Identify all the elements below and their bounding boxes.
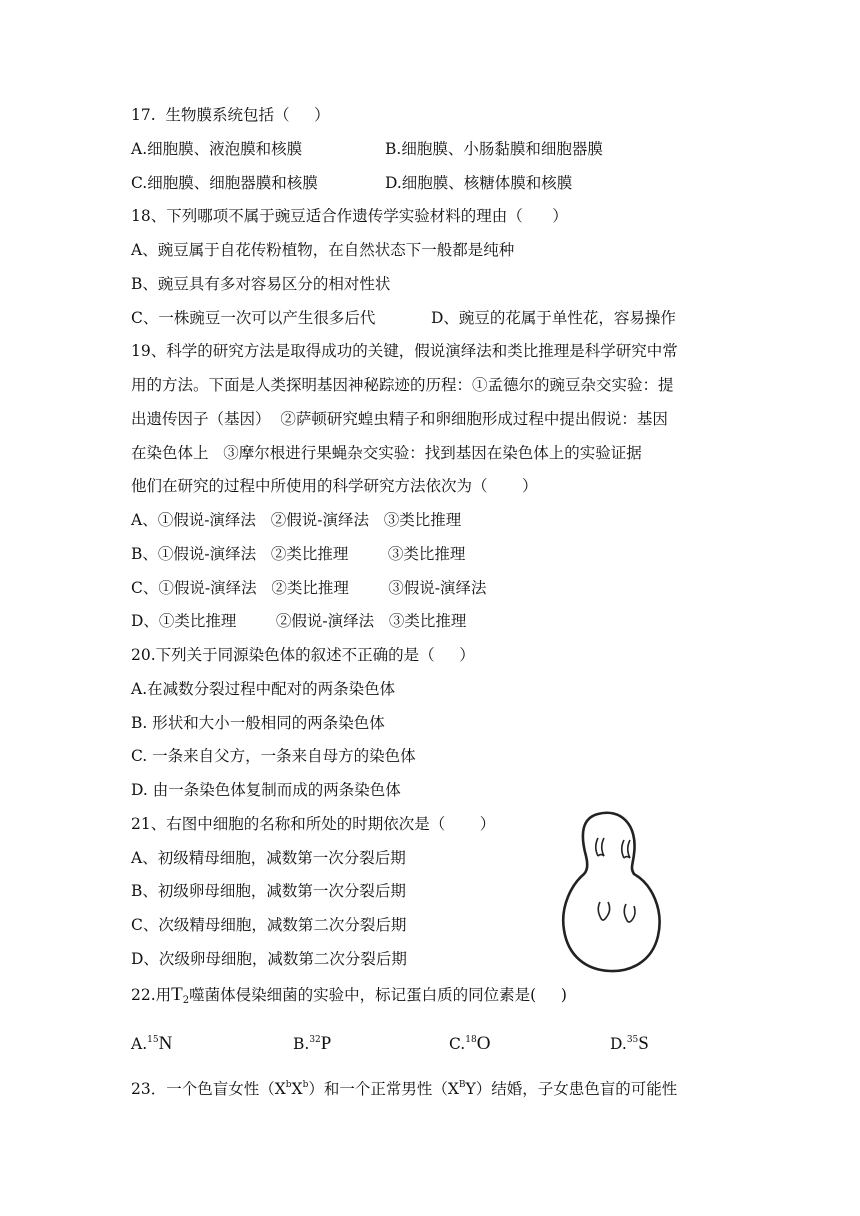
element-symbol: P — [320, 1033, 332, 1054]
q22-stem-suffix: 噬菌体侵染细菌的实验中，标记蛋白质的同位素是( ) — [189, 986, 567, 1004]
t2-subscript: 2 — [182, 995, 190, 1006]
q23-stem — [131, 1075, 677, 1099]
q20-option-d: D. 由一条染色体复制而成的两条染色体 — [131, 781, 401, 799]
q23-text-3: ）和一个正常男性（X — [308, 1080, 459, 1098]
chromosome-pair-upper-right — [622, 840, 630, 858]
q17-stem: 17. 生物膜系统包括（ ） — [131, 106, 330, 124]
q20-option-c: C. 一条来自父方，一条来自母方的染色体 — [131, 747, 416, 765]
q22-option-a — [131, 1030, 172, 1054]
q19-option-c: C、①假说-演绎法 ②类比推理 ③假说-演绎法 — [131, 579, 487, 597]
q19-stem-line4: 在染色体上 ③摩尔根进行果蝇杂交实验：找到基因在染色体上的实验证据 — [131, 444, 642, 462]
q18-option-a: A、豌豆属于自花传粉植物，在自然状态下一般都是纯种 — [131, 241, 515, 259]
mass-number: 15 — [147, 1035, 159, 1045]
q21-stem: 21、右图中细胞的名称和所处的时期依次是（ ） — [131, 815, 496, 833]
q17-option-c: C.细胞膜、细胞器膜和核膜 — [131, 174, 318, 192]
allele-superscript: b — [285, 1080, 292, 1090]
q18-option-b: B、豌豆具有多对容易区分的相对性状 — [131, 275, 391, 293]
q21-option-d: D、次级卵母细胞，减数第二次分裂后期 — [131, 950, 407, 968]
q20-option-a: A.在减数分裂过程中配对的两条染色体 — [131, 680, 396, 698]
element-symbol: O — [476, 1033, 491, 1054]
q19-stem-line5: 他们在研究的过程中所使用的科学研究方法依次为（ ） — [131, 477, 538, 495]
cell-division-diagram — [548, 806, 678, 974]
q22-stem-prefix: 22.用 — [131, 986, 172, 1004]
t2-letter: T — [171, 984, 183, 1005]
q23-text-2: X — [291, 1080, 303, 1098]
q17-option-b: B.细胞膜、小肠黏膜和细胞器膜 — [385, 140, 603, 158]
q22-stem — [131, 985, 567, 1011]
allele-superscript: b — [302, 1080, 309, 1090]
q20-option-b: B. 形状和大小一般相同的两条染色体 — [131, 714, 385, 732]
q19-stem-line3: 出遗传因子（基因） ②萨顿研究蝗虫精子和卵细胞形成过程中提出假说：基因 — [131, 410, 668, 428]
q19-stem-line1: 19、科学的研究方法是取得成功的关键，假说演绎法和类比推理是科学研究中常 — [131, 342, 678, 360]
option-label: C. — [449, 1035, 466, 1053]
mass-number: 18 — [465, 1035, 477, 1045]
q21-option-b: B、初级卵母细胞，减数第一次分裂后期 — [131, 882, 406, 900]
q22-option-c — [449, 1030, 490, 1054]
q21-option-a: A、初级精母细胞，减数第一次分裂后期 — [131, 849, 406, 867]
option-label: D. — [610, 1035, 627, 1053]
q18-option-c: C、一株豌豆一次可以产生很多后代 — [131, 309, 376, 327]
q23-text-4: Y）结婚，子女患色盲的可能性 — [465, 1080, 678, 1098]
mass-number: 32 — [309, 1035, 321, 1045]
q18-stem: 18、下列哪项不属于豌豆适合作遗传学实验材料的理由（ ） — [131, 207, 568, 225]
option-label: B. — [293, 1035, 310, 1053]
q19-option-b: B、①假说-演绎法 ②类比推理 ③类比推理 — [131, 545, 466, 563]
q17-option-d: D.细胞膜、核糖体膜和核膜 — [385, 174, 573, 192]
cell-membrane-outline — [563, 813, 659, 971]
chromosome-pair-lower-right — [624, 904, 635, 922]
chromosome-pair-lower-left — [598, 902, 609, 920]
q20-stem: 20.下列关于同源染色体的叙述不正确的是（ ） — [131, 646, 475, 664]
element-symbol: N — [158, 1033, 173, 1054]
allele-superscript: B — [458, 1080, 466, 1090]
q23-text-1: 23．一个色盲女性（X — [131, 1080, 286, 1098]
q19-stem-line2: 用的方法。下面是人类探明基因神秘踪迹的历程：①孟德尔的豌豆杂交实验：提 — [131, 376, 674, 394]
chromosome-pair-upper-left — [596, 838, 604, 856]
element-symbol: S — [638, 1033, 649, 1054]
q21-option-c: C、次级精母细胞，减数第二次分裂后期 — [131, 916, 407, 934]
option-label: A. — [131, 1035, 148, 1053]
q18-option-d: D、豌豆的花属于单性花，容易操作 — [431, 309, 676, 327]
mass-number: 35 — [626, 1035, 639, 1045]
q22-option-b — [293, 1030, 331, 1054]
q17-option-a: A.细胞膜、液泡膜和核膜 — [131, 140, 303, 158]
q22-option-d — [610, 1030, 649, 1054]
q19-option-d: D、①类比推理 ②假说-演绎法 ③类比推理 — [131, 612, 467, 630]
q19-option-a: A、①假说-演绎法 ②假说-演绎法 ③类比推理 — [131, 511, 462, 529]
